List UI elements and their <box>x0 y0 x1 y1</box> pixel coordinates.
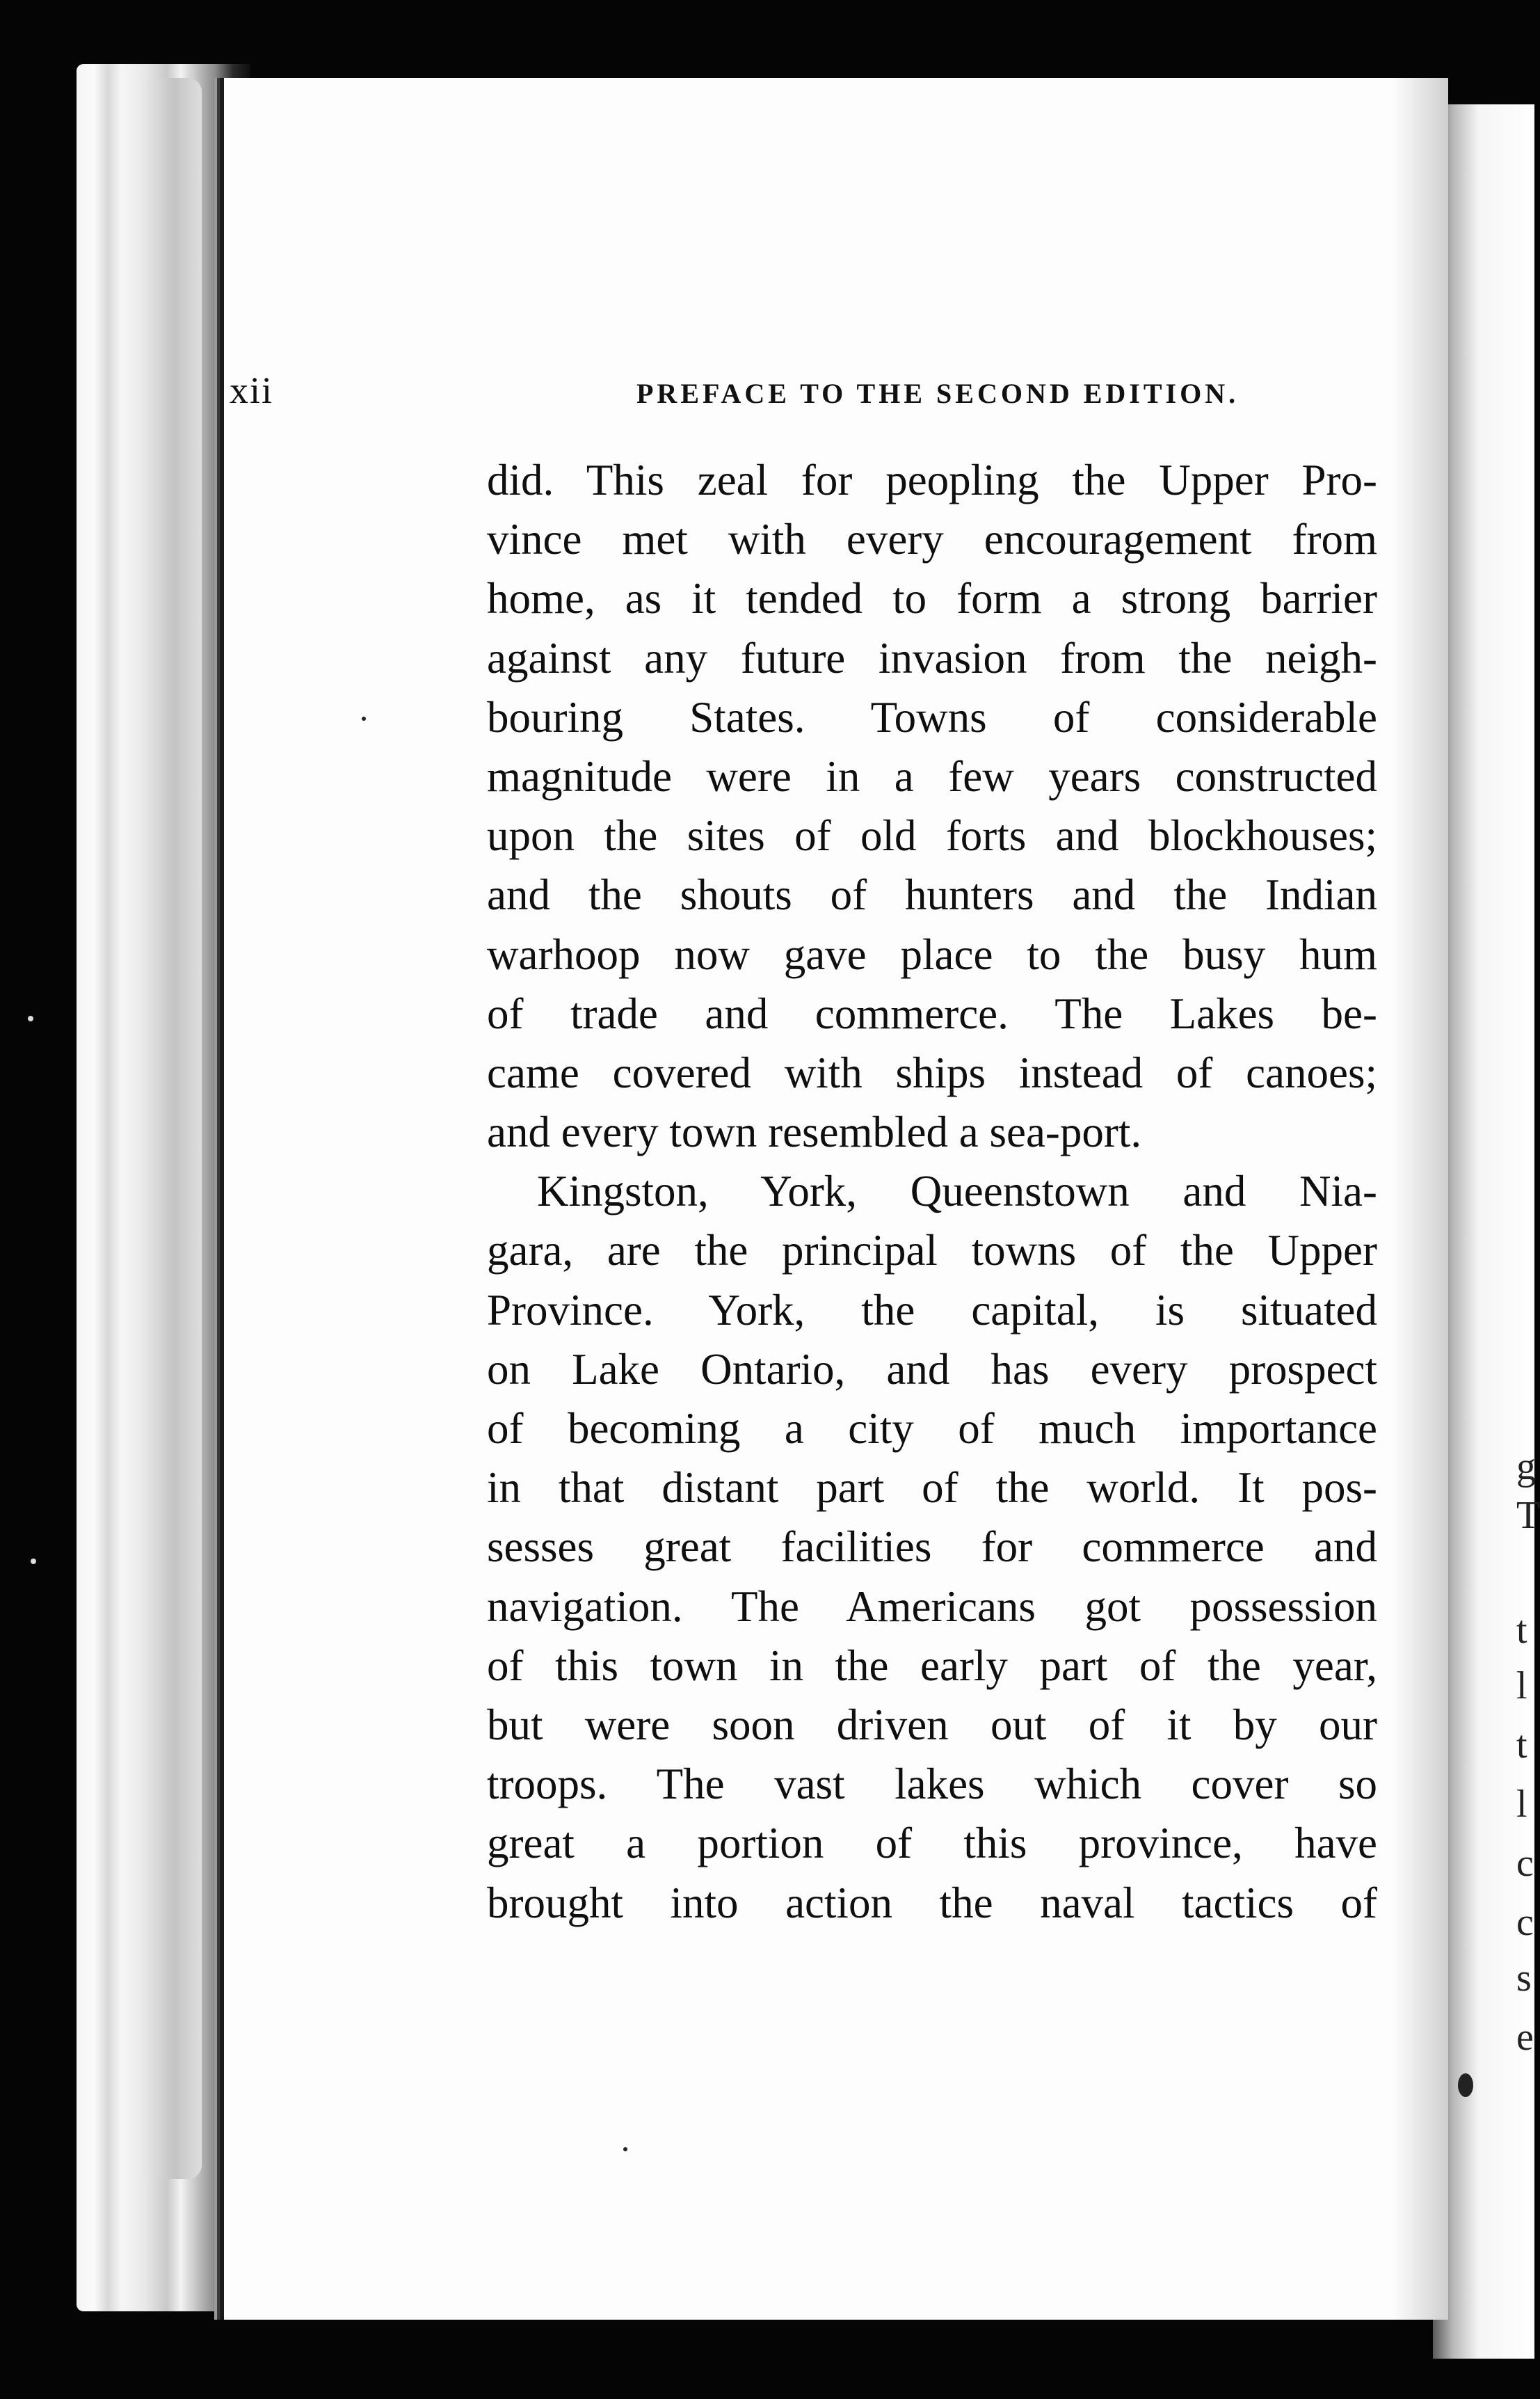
text-line: sesses great facilities for commerce and <box>487 1522 1377 1572</box>
text-line: troops. The vast lakes which cover so <box>487 1760 1377 1809</box>
text-line: of trade and commerce. The Lakes be- <box>487 989 1377 1038</box>
text-line: on Lake Ontario, and has every prospect <box>487 1344 1377 1394</box>
facing-page-fragment: c <box>1516 1901 1534 1944</box>
facing-page-fragment: e <box>1516 2016 1534 2059</box>
text-line: Kingston, York, Queenstown and Nia- <box>537 1167 1377 1216</box>
text-line: vince met with every encouragement from <box>487 515 1377 564</box>
text-line: great a portion of this province, have <box>487 1819 1377 1868</box>
text-line: Province. York, the capital, is situated <box>487 1285 1377 1334</box>
text-line: upon the sites of old forts and blockhouses; <box>487 811 1377 861</box>
text-line: home, as it tended to form a strong barrier <box>487 574 1377 623</box>
facing-page-fragment: g <box>1516 1445 1536 1488</box>
facing-page-fragment: T <box>1516 1494 1540 1537</box>
text-line: magnitude were in a few years constructed <box>487 751 1377 801</box>
page-gutter-shadow <box>1393 78 1448 2320</box>
facing-page-fragment: s <box>1516 1956 1532 2000</box>
text-line: of this town in the early part of the year, <box>487 1641 1377 1690</box>
facing-page-fragment: t <box>1516 1723 1527 1767</box>
text-line: did. This zeal for peopling the Upper Pro- <box>487 456 1377 504</box>
facing-page-fragment: l <box>1516 1664 1527 1707</box>
text-line: warhoop now gave place to the busy hum <box>487 930 1377 979</box>
text-line: and the shouts of hunters and the Indian <box>487 870 1377 920</box>
ink-speck <box>28 1016 33 1021</box>
ink-speck <box>31 1559 36 1564</box>
ink-speck <box>362 717 366 721</box>
ink-speck <box>1458 2073 1473 2097</box>
facing-page-fragment: l <box>1516 1783 1527 1826</box>
text-line: brought into action the naval tactics of <box>487 1878 1377 1927</box>
text-line: came covered with ships instead of canoes; <box>487 1048 1377 1097</box>
facing-page-fragment: t <box>1516 1609 1527 1652</box>
text-line: against any future invasion from the neigh- <box>487 633 1377 683</box>
ink-speck <box>623 2147 627 2151</box>
left-inner-leaf <box>139 78 202 2179</box>
text-line: in that distant part of the world. It pos- <box>487 1463 1377 1513</box>
text-line: and every town resembled a sea-port. <box>487 1108 1142 1157</box>
text-line: but were soon driven out of it by our <box>487 1700 1377 1749</box>
page-body-text <box>487 451 1377 1933</box>
text-line: gara, are the principal towns of the Upper <box>487 1226 1377 1275</box>
text-line: bouring States. Towns of considerable <box>487 692 1377 742</box>
page-number: xii <box>230 369 274 411</box>
text-line: navigation. The Americans got possession <box>487 1581 1377 1631</box>
running-head-title: PREFACE TO THE SECOND EDITION. <box>636 378 1240 409</box>
text-line: of becoming a city of much importance <box>487 1404 1377 1453</box>
facing-page-fragment: c <box>1516 1842 1534 1885</box>
